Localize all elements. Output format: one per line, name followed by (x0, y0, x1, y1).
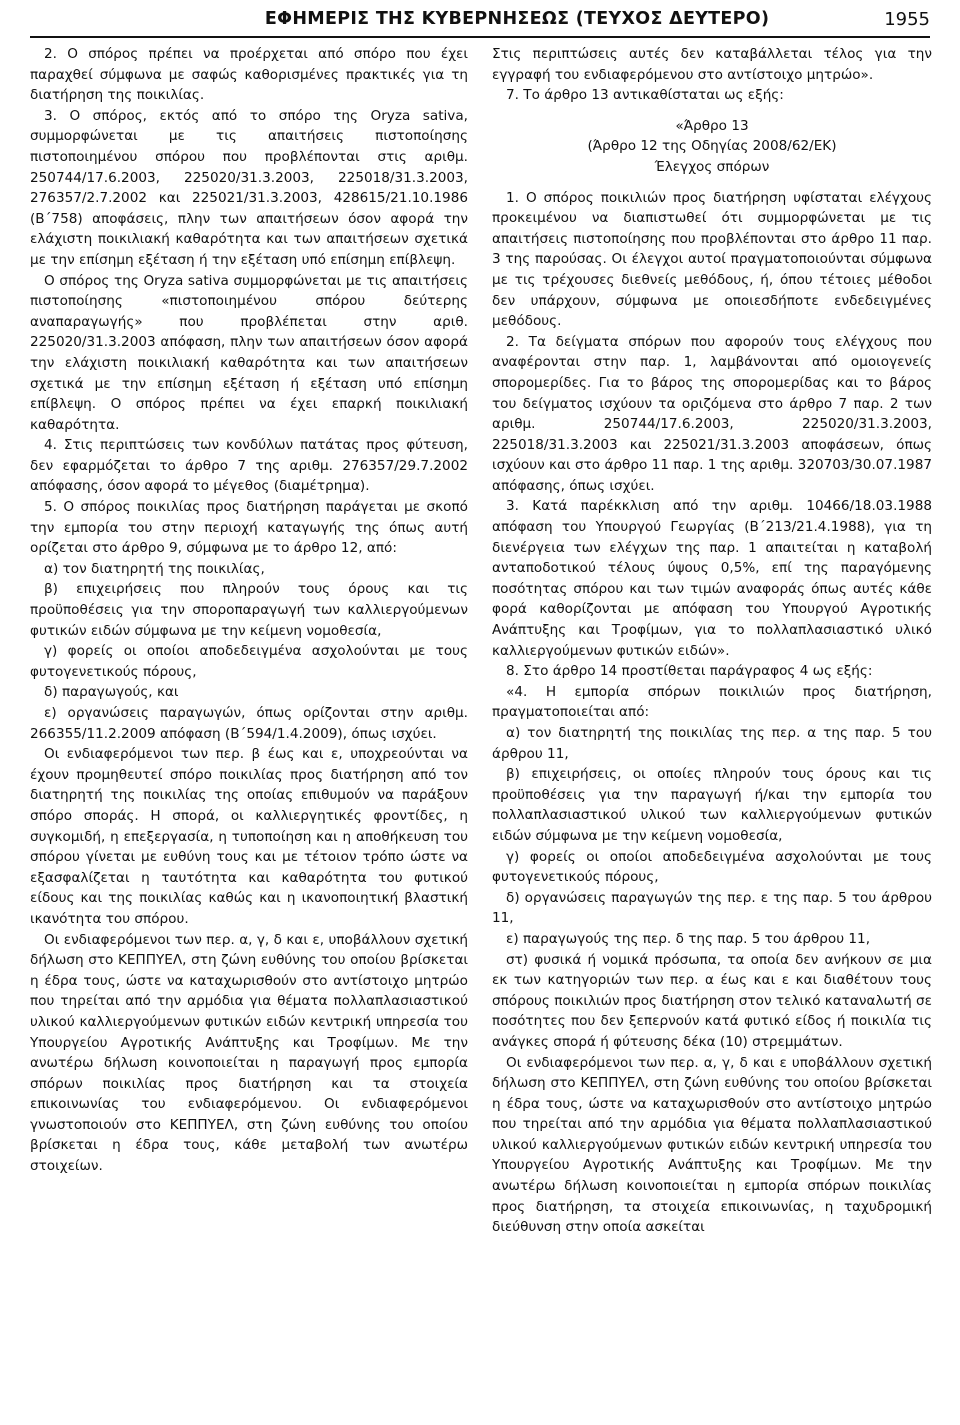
paragraph: Στις περιπτώσεις αυτές δεν καταβάλλεται τέλος για την εγγραφή του ενδιαφερόμενου στο αντίστοιχο μητρώο». (492, 46, 932, 83)
paragraph: Οι ενδιαφερόμενοι των περ. α, γ, δ και ε υποβάλλουν σχετική δήλωση στο ΚΕΠΠΥΕΛ, στη ζώνη ευθύνης του οποίου βρίσκεται η έδρα τους, ώστε να καταχωρισθούν στο αντίστοιχο μητρώο που τηρείται από την αρμόδια για θέματα πολλαπλασιαστικού υλικού καλλιεργούμενων φυτικών ειδών κεντρική υπηρεσία του Υπουργείου Αγροτικής Ανάπτυξης και Τροφίμων. Με την ανωτέρω δήλωση κοινοποιείται η εμπορία σπόρων ποικιλίας προς διατήρηση, τα στοιχεία επικοινωνίας, η ταχυδρομική διεύθυνση στην οποία ασκείται (492, 1054, 932, 1236)
paragraph: β) επιχειρήσεις που πληρούν τους όρους και τις προϋποθέσεις για την σποροπαραγωγή των καλλιεργούμενων φυτικών ειδών σύμφωνα με την κείμενη νομοθεσία, (30, 581, 468, 639)
paragraph: β) επιχειρήσεις, οι οποίες πληρούν τους όρους και τις προϋποθέσεις για την παραγωγή ή/και την εμπορία του πολλαπλασιαστικού υλικού των καλλιεργούμενων φυτικών ειδών σύμφωνα με την κείμενη νομοθεσία, (492, 766, 932, 844)
paragraph: ε) παραγωγούς της περ. δ της παρ. 5 του άρθρου 11, (506, 930, 871, 947)
article-title: Έλεγχος σπόρων (654, 158, 770, 175)
paragraph: 5. Ο σπόρος ποικιλίας προς διατήρηση παράγεται με σκοπό την εμπορία του στην περιοχή καταγωγής της όπως αυτή ορίζεται στο άρθρο 9, σύμφωνα με το άρθρο 12, από: (30, 499, 468, 557)
paragraph: στ) φυσικά ή νομικά πρόσωπα, τα οποία δεν ανήκουν σε μια εκ των κατηγοριών των περ. α έως και ε και διαθέτουν τους σπόρους ποικιλιών προς διατήρηση στον τελικό καταναλωτή σε ποσότητες που δεν ξεπερνούν κατά φυτικό είδος ή ποικιλία τις ανάγκες σπορά ή φύτευσης δέκα (10) στρεμμάτων. (492, 951, 932, 1050)
paragraph: α) τον διατηρητή της ποικιλίας, (44, 560, 265, 577)
gazette-title: ΕΦΗΜΕΡΙΣ ΤΗΣ ΚΥΒΕΡΝΗΣΕΩΣ (ΤΕΥΧΟΣ ΔΕΥΤΕΡΟ) (264, 9, 770, 29)
article-subheading: (Άρθρο 12 της Οδηγίας 2008/62/ΕΚ) (587, 138, 837, 155)
paragraph: γ) φορείς οι οποίοι αποδεδειγμένα ασχολούνται με τους φυτογενετικούς πόρους, (30, 643, 468, 680)
page-number: 1955 (884, 8, 930, 30)
article-heading: «Άρθρο 13 (675, 117, 749, 134)
paragraph: 7. Το άρθρο 13 αντικαθίσταται ως εξής: (506, 87, 784, 104)
left-column (30, 44, 468, 1177)
paragraph: «4. Η εμπορία σπόρων ποικιλιών προς διατήρηση, πραγματοποιείται από: (492, 683, 932, 721)
paragraph: 4. Στις περιπτώσεις των κονδύλων πατάτας προς φύτευση, δεν εφαρμόζεται το άρθρο 7 της αριθμ. 276357/29.7.2002 απόφασης, όσον αφορά το μέγεθος (διαμέτρημα). (30, 437, 468, 495)
paragraph: 2. Ο σπόρος πρέπει να προέρχεται από σπόρο που έχει παραχθεί σύμφωνα με σαφώς καθορισμένες πρακτικές για τη διατήρηση της ποικιλίας. (30, 46, 468, 104)
paragraph: α) τον διατηρητή της ποικιλίας της περ. α της παρ. 5 του άρθρου 11, (492, 725, 932, 762)
right-column (492, 44, 932, 1238)
paragraph: δ) παραγωγούς, και (44, 684, 179, 701)
paragraph: 8. Στο άρθρο 14 προστίθεται παράγραφος 4 ως εξής: (506, 663, 873, 680)
paragraph: 2. Τα δείγματα σπόρων που αφορούν τους ελέγχους που αναφέρονται στην παρ. 1, λαμβάνονται από ομοιογενείς σπορομερίδες. Για το βάρος της σπορομερίδας και το βάρος του δείγματος ισχύουν τα οριζόμενα στο άρθρο 7 παρ. 2 των αριθμ. 250744/17.6.2003, 225020/31.3.2003, 225018/31.3.2003 και 225021/31.3.2003 αποφάσεων, όπως ισχύουν και στο άρθρο 11 παρ. 1 της αριθμ. 320703/30.07.1987 απόφασης, όπως ισχύει. (492, 333, 932, 494)
paragraph: Ο σπόρος της Oryza sativa συμμορφώνεται με τις απαιτήσεις πιστοποίησης «πιστοποιημένου σπόρου δεύτερης αναπαραγωγής» που προβλέπεται στην αριθ. 225020/31.3.2003 απόφαση, πλην των απαιτήσεων όσον αφορά την ελάχιστη ποικιλιακή καθαρότητα και των απαιτήσεων σχετικά με την επίσημη εξέταση ή εξέταση υπό επίσημη επίβλεψη. Ο σπόρος πρέπει να έχει επαρκή ποικιλιακή καθαρότητα. (30, 272, 468, 433)
paragraph: δ) οργανώσεις παραγωγών της περ. ε της παρ. 5 του άρθρου 11, (492, 889, 932, 927)
paragraph: 3. Κατά παρέκκλιση από την αριθμ. 10466/18.03.1988 απόφαση του Υπουργού Γεωργίας (Β΄213/21.4.1988), για τη διενέργεια των ελέγχων της παρ. 1 απαιτείται η καταβολή ανταποδοτικού τέλους ύψους 0,5%, επί της παραγόμενης ποσότητας σπόρου και των τιμών αναφοράς όπως αυτές κάθε φορά καθορίζονται με απόφαση του Υπουργού Αγροτικής Ανάπτυξης και Τροφίμων, για το πολλαπλασιαστικό υλικό καλλιεργούμενων φυτικών ειδών». (492, 498, 932, 659)
paragraph: 3. Ο σπόρος, εκτός από το σπόρο της Oryza sativa, συμμορφώνεται με τις απαιτήσεις πιστοποίησης πιστοποιημένου σπόρου που προβλέπονται στις αριθμ. 250744/17.6.2003, 225020/31.3.2003, 225018/31.3.2003, 276357/2.7.2002 και 225021/31.3.2003, 428615/21.10.1986 (Β΄758) αποφάσεις, πλην των απαιτήσεων όσον αφορά την ελάχιστη ποικιλιακή καθαρότητα και των απαιτήσεων σχετικά με την επίσημη εξέταση ή την εξέταση υπό επίσημη επίβλεψη. (30, 107, 468, 268)
paragraph: Οι ενδιαφερόμενοι των περ. α, γ, δ και ε, υποβάλλουν σχετική δήλωση στο ΚΕΠΠΥΕΛ, στη ζώνη ευθύνης του οποίου βρίσκεται η έδρα τους, ώστε να καταχωρισθούν στο αντίστοιχο μητρώο που τηρείται από την αρμόδια για θέματα πολλαπλασιαστικού υλικού καλλιεργούμενων φυτικών ειδών κεντρική υπηρεσία του Υπουργείου Αγροτικής Ανάπτυξης και Τροφίμων. Με την ανωτέρω δήλωση κοινοποιείται η παραγωγή προς εμπορία σπόρων ποικιλίας προς διατήρηση και τα στοιχεία επικοινωνίας του ενδιαφερόμενου. Οι ενδιαφερόμενοι γνωστοποιούν στο ΚΕΠΠΥΕΛ, στη ζώνη ευθύνης του οποίου βρίσκεται η έδρα τους, κάθε μεταβολή των ανωτέρω στοιχείων. (30, 931, 468, 1175)
paragraph: ε) οργανώσεις παραγωγών, όπως ορίζονται στην αριθμ. 266355/11.2.2009 απόφαση (Β΄594/1.4.2009), όπως ισχύει. (30, 705, 468, 742)
page-header (30, 2, 930, 38)
paragraph: Οι ενδιαφερόμενοι των περ. β έως και ε, υποχρεούνται να έχουν προμηθευτεί σπόρο ποικιλίας προς διατήρηση από τον διατηρητή της ποικιλίας της οποίας επιθυμούν να παράξουν σπόρο σποράς. Η σπορά, οι καλλιεργητικές φροντίδες, η συγκομιδή, η επεξεργασία, η τυποποίηση και η αποθήκευση του σπόρου γίνεται με ευθύνη τους και με τέτοιον τρόπο ώστε να εξασφαλίζεται η ταυτότητα και καθαρότητα του φυτικού είδους και της ποικιλίας καθώς και η ικανοποιητική βλαστική ικανότητα του σπόρου. (30, 746, 468, 927)
paragraph: γ) φορείς οι οποίοι αποδεδειγμένα ασχολούνται με τους φυτογενετικούς πόρους, (492, 848, 932, 886)
paragraph: 1. Ο σπόρος ποικιλιών προς διατήρηση υφίσταται ελέγχους προκειμένου να διαπιστωθεί ότι συμμορφώνεται με τις απαιτήσεις πιστοποίησης που προβλέπονται στο άρθρο 11 παρ. 3 της παρούσας. Οι έλεγχοι αυτοί πραγματοποιούνται σύμφωνα με τις τρέχουσες διεθνείς μεθόδους, ή, όπου τέτοιες μέθοδοι δεν υπάρχουν, σύμφωνα με οποιεσδήποτε ενδεδειγμένες μεθόδους. (492, 189, 932, 330)
